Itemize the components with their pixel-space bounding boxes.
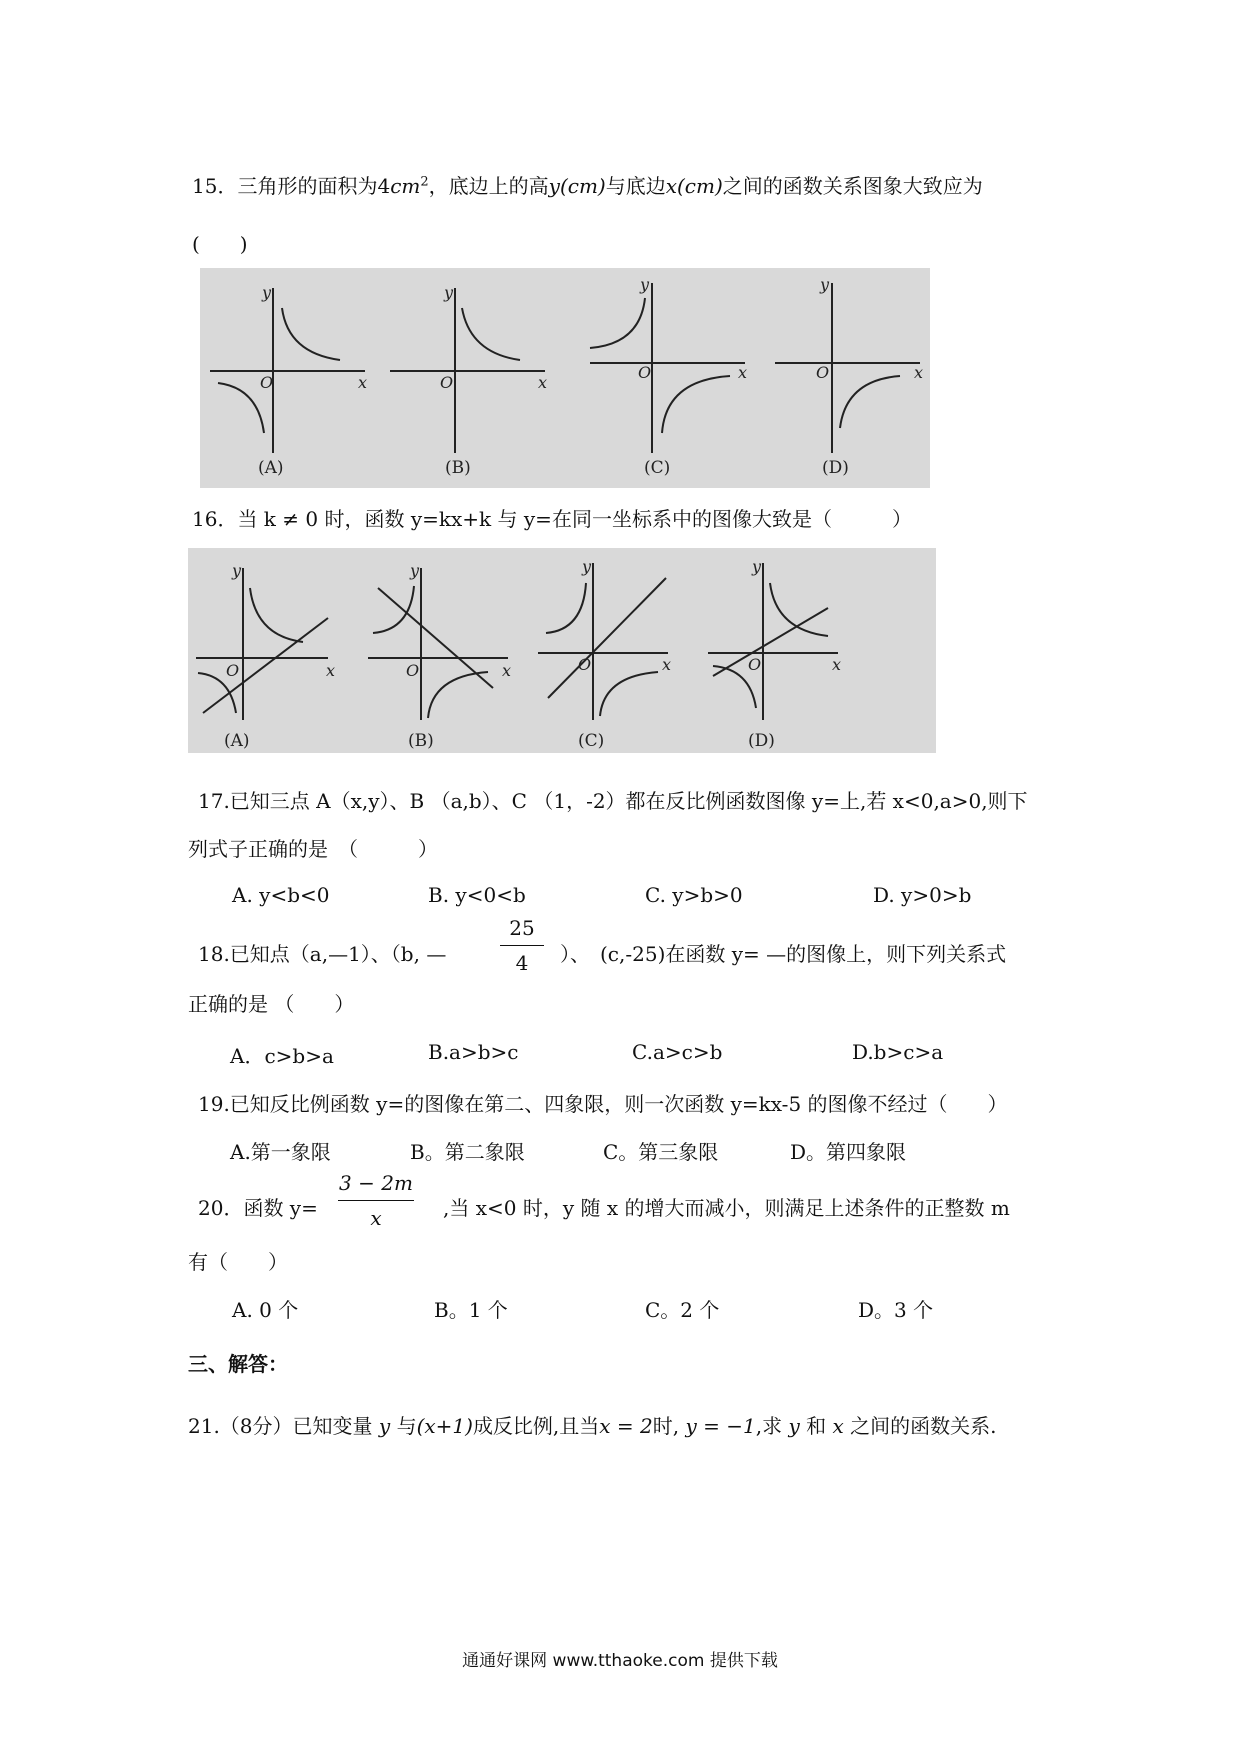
svg-text:y: y (232, 561, 242, 580)
q20-frac-num: 3 − 2m (339, 1171, 413, 1195)
q21-part1: 21.（8分）已知变量 (188, 1414, 373, 1438)
q15-middle2: 与底边 (605, 174, 666, 198)
footer: 通通好课网 www.tthaoke.com 提供下载 (462, 1651, 778, 1671)
svg-text:y: y (582, 557, 592, 576)
q21-part3: 成反比例,且当 (472, 1414, 600, 1438)
svg-text:y: y (820, 275, 830, 294)
q18-option-a: A．c>b>a (230, 1044, 334, 1068)
svg-text:x: x (358, 373, 368, 392)
svg-text:O: O (638, 363, 652, 382)
q21-cond2: y = −1 (685, 1414, 756, 1438)
svg-text:y: y (640, 275, 650, 294)
q15-graphs (200, 268, 930, 488)
q21-part6: 和 (806, 1414, 827, 1438)
q19-option-b: B。第二象限 (410, 1140, 525, 1164)
svg-text:O: O (816, 363, 830, 382)
svg-text:x: x (832, 655, 842, 674)
svg-text:x: x (502, 661, 512, 680)
svg-text:y: y (262, 283, 272, 302)
svg-text:O: O (748, 655, 762, 674)
q19-option-a: A.第一象限 (230, 1140, 331, 1164)
svg-text:y: y (444, 283, 454, 302)
q15-middle: ，底边上的高 (428, 174, 549, 198)
q20-option-d: D。3 个 (858, 1298, 934, 1322)
q19-option-d: D。第四象限 (790, 1140, 907, 1164)
q21-part4: 时, (652, 1414, 680, 1438)
q16-option-d: (D) (748, 731, 775, 751)
q20-option-c: C。2 个 (645, 1298, 720, 1322)
q16-graph-strip (188, 548, 936, 753)
q21-part5: ,求 (755, 1414, 783, 1438)
svg-text:x: x (326, 661, 336, 680)
q21-part2: 与 (396, 1414, 417, 1438)
q20-option-b: B。1 个 (434, 1298, 508, 1322)
svg-text:O: O (226, 661, 240, 680)
q17-option-c: C. y>b>0 (645, 883, 743, 907)
q21-part7: 之间的函数关系. (850, 1414, 997, 1438)
q17-line2: 列式子正确的是 （ ） (188, 837, 438, 861)
q15-xvar: x(cm) (665, 174, 723, 198)
svg-text:O: O (440, 373, 454, 392)
q17-option-a: A. y<b<0 (232, 883, 330, 907)
q16-option-b: (B) (408, 731, 434, 751)
q20-fraction (338, 1168, 414, 1233)
q18-option-c: C.a>c>b (632, 1040, 723, 1064)
q15-option-c: (C) (644, 458, 671, 478)
section-title: 三、解答： (188, 1352, 288, 1376)
q15-area-unit: cm (390, 174, 421, 198)
q16-option-a: (A) (224, 731, 250, 751)
q15-graph-strip (200, 268, 930, 488)
svg-text:x: x (662, 655, 672, 674)
q16-question: 16．当 k ≠ 0 时，函数 y=kx+k 与 y=在同一坐标系中的图像大致是（ ） (192, 507, 912, 531)
q15-suffix: 之间的函数关系图象大致应为 (722, 174, 983, 198)
q17-option-b: B. y<0<b (428, 883, 526, 907)
q20-part1: 20．函数 y= (198, 1196, 318, 1220)
svg-text:O: O (406, 661, 420, 680)
q21-y2: y (788, 1414, 800, 1438)
q16-graphs (188, 548, 936, 753)
q15-option-b: (B) (445, 458, 471, 478)
q18-frac-num: 25 (509, 916, 535, 940)
q20-line2: 有（ ） (188, 1250, 288, 1274)
q15-area-exp: 2 (420, 174, 429, 190)
q15-prefix: 15．三角形的面积为 (192, 174, 378, 198)
q15-area: 4 (377, 174, 391, 198)
q18-frac-den: 4 (515, 951, 529, 975)
svg-text:x: x (914, 363, 924, 382)
q17-option-d: D. y>0>b (873, 883, 972, 907)
q21-y: y (378, 1414, 391, 1438)
q21-expr: (x+1) (416, 1414, 473, 1438)
q15-answer-paren: ( ) (192, 232, 248, 256)
q17-line1: 17.已知三点 A（x,y）、B （a,b）、C （1，-2）都在反比例函数图像 y=上,若 x<0,a>0,则下 (198, 789, 1028, 813)
q18-option-b: B.a>b>c (428, 1040, 519, 1064)
q16-option-c: (C) (578, 731, 605, 751)
svg-text:y: y (410, 561, 420, 580)
q19-option-c: C。第三象限 (603, 1140, 719, 1164)
q21-question (188, 1410, 997, 1439)
q18-line2: 正确的是 （ ） (188, 992, 355, 1016)
svg-text:O: O (260, 373, 274, 392)
svg-text:y: y (752, 557, 762, 576)
q20-frac-den: x (370, 1206, 382, 1230)
q15-option-a: (A) (258, 458, 284, 478)
svg-text:x: x (738, 363, 748, 382)
svg-text:x: x (538, 373, 548, 392)
q21-cond1: x = 2 (599, 1414, 653, 1438)
q21-x2: x (832, 1414, 844, 1438)
q15-yvar: y(cm) (548, 174, 606, 198)
svg-text:O: O (578, 655, 592, 674)
q18-part1: 18.已知点（a,—1）、（b, — (198, 942, 447, 966)
q20-part2: ,当 x<0 时，y 随 x 的增大而减小，则满足上述条件的正整数 m (443, 1196, 1010, 1220)
q19-question: 19.已知反比例函数 y=的图像在第二、四象限，则一次函数 y=kx-5 的图像不经过（ ） (198, 1092, 1008, 1116)
q15-option-d: (D) (822, 458, 849, 478)
q18-fraction (500, 913, 544, 978)
q20-option-a: A. 0 个 (232, 1298, 299, 1322)
q18-part2: ）、 (c,-25)在函数 y= —的图像上，则下列关系式 (560, 942, 1007, 966)
q15-question (192, 170, 983, 199)
q18-option-d: D.b>c>a (852, 1040, 944, 1064)
